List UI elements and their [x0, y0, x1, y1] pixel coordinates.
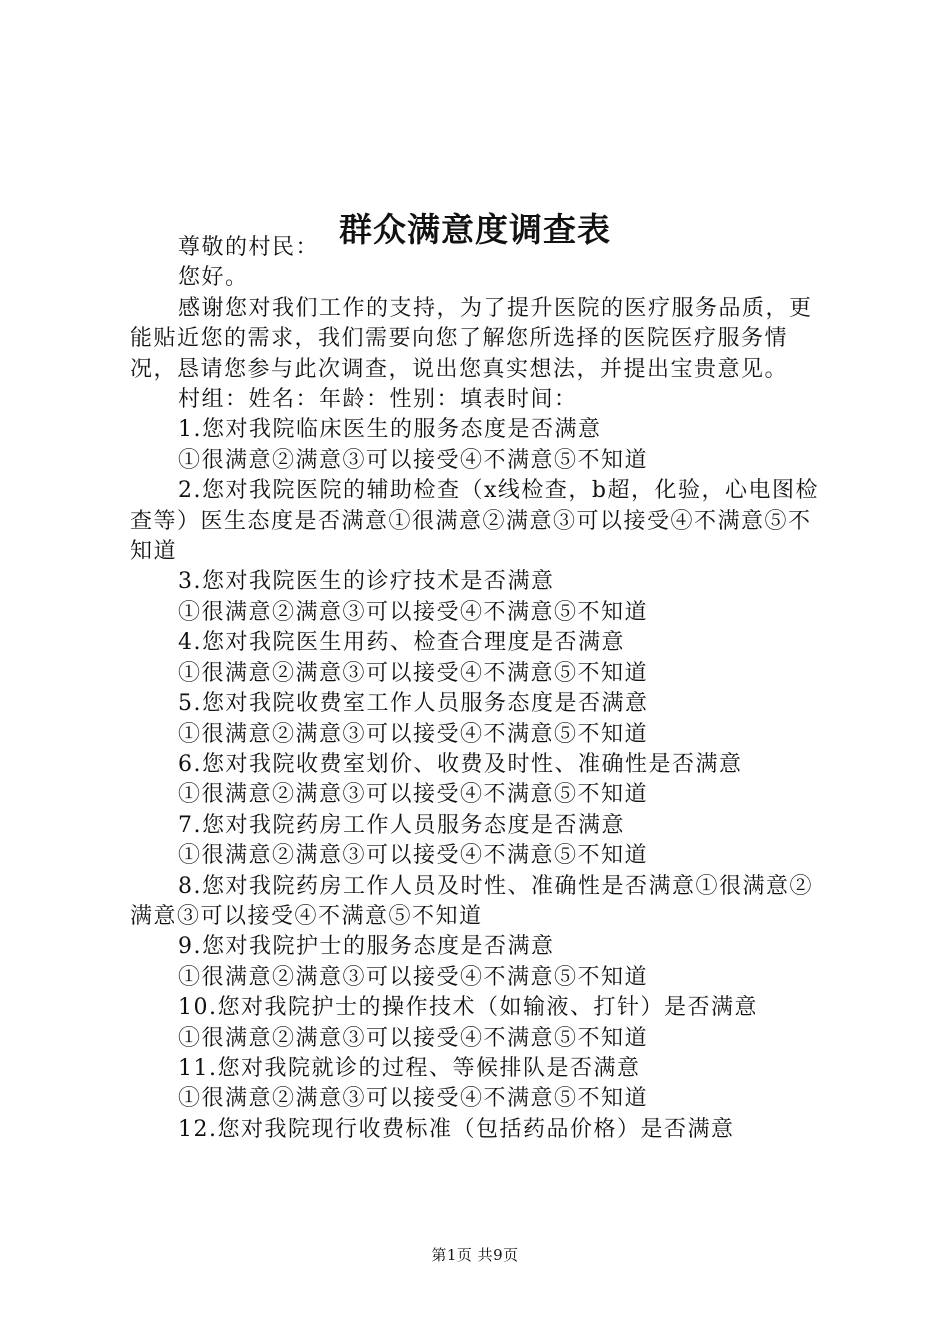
page-footer: 第1页 共9页 [431, 1246, 519, 1264]
options-1: ①很满意②满意③可以接受④不满意⑤不知道 [178, 447, 649, 473]
question-11: 11.您对我院就诊的过程、等候排队是否满意 [178, 1055, 641, 1081]
greeting: 您好。 [178, 265, 249, 291]
question-6: 6.您对我院收费室划价、收费及时性、准确性是否满意 [178, 751, 743, 777]
question-4: 4.您对我院医生用药、检查合理度是否满意 [178, 630, 625, 656]
options-10: ①很满意②满意③可以接受④不满意⑤不知道 [178, 1025, 649, 1051]
question-10: 10.您对我院护士的操作技术（如输液、打针）是否满意 [178, 995, 758, 1021]
options-5: ①很满意②满意③可以接受④不满意⑤不知道 [178, 721, 649, 747]
options-11: ①很满意②满意③可以接受④不满意⑤不知道 [178, 1086, 649, 1112]
question-8: 8.您对我院药房工作人员及时性、准确性是否满意①很满意②满意③可以接受④不满意⑤不知道 [130, 873, 813, 929]
question-2: 2.您对我院医院的辅助检查（x线检查，b超，化验，心电图检查等）医生态度是否满意①很满意②满意③可以接受④不满意⑤不知道 [130, 478, 819, 565]
question-7: 7.您对我院药房工作人员服务态度是否满意 [178, 812, 625, 838]
question-1: 1.您对我院临床医生的服务态度是否满意 [178, 417, 602, 443]
document-body [130, 233, 830, 1145]
question-9: 9.您对我院护士的服务态度是否满意 [178, 934, 555, 960]
options-9: ①很满意②满意③可以接受④不满意⑤不知道 [178, 964, 649, 990]
question-12: 12.您对我院现行收费标准（包括药品价格）是否满意 [178, 1116, 735, 1142]
page-title: 群众满意度调查表 [339, 210, 611, 250]
options-6: ①很满意②满意③可以接受④不满意⑤不知道 [178, 782, 649, 808]
question-5: 5.您对我院收费室工作人员服务态度是否满意 [178, 691, 649, 717]
options-3: ①很满意②满意③可以接受④不满意⑤不知道 [178, 599, 649, 625]
respondent-info-line: 村组：姓名：年龄：性别：填表时间： [178, 387, 578, 413]
salutation: 尊敬的村民： [178, 235, 320, 260]
options-4: ①很满意②满意③可以接受④不满意⑤不知道 [178, 660, 649, 686]
options-7: ①很满意②满意③可以接受④不满意⑤不知道 [178, 843, 649, 869]
question-3: 3.您对我院医生的诊疗技术是否满意 [178, 569, 555, 595]
intro-paragraph: 感谢您对我们工作的支持，为了提升医院的医疗服务品质，更能贴近您的需求，我们需要向您了解您所选择的医院医疗服务情况，恳请您参与此次调查，说出您真实想法，并提出宝贵意见。 [130, 295, 813, 382]
